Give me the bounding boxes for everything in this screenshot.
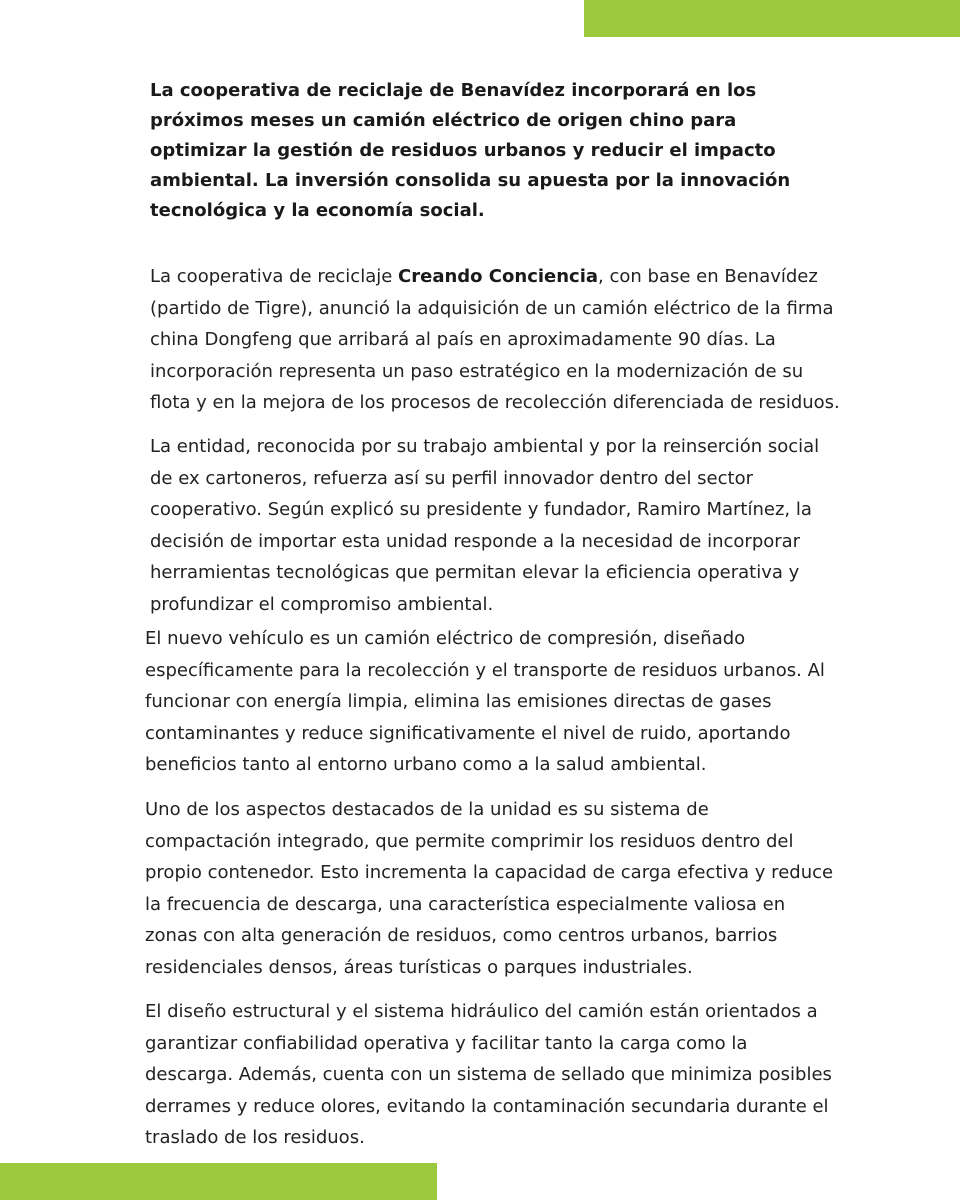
article-paragraph-4: Uno de los aspectos destacados de la unidad es su sistema de compactación integrado, que permite comprimir los residuos dentro del propio contenedor. Esto incrementa la capacidad de carga efectiva y reduce la frecuencia de descarga, una característica especialmente valiosa en zonas con alta generación de residuos, como centros urbanos, barrios residenciales densos, áreas turísticas o parques industriales. [145,799,834,978]
article-paragraph-3: El nuevo vehículo es un camión eléctrico de compresión, diseñado específicamente para la recolección y el transporte de residuos urbanos. Al funcionar con energía limpia, elimina las emisiones directas de gases contaminantes y reduce significativamente el nivel de ruido, aportando beneficios tanto al entorno urbano como a la salud ambiental. [145,628,825,775]
article-paragraph-5: El diseño estructural y el sistema hidráulico del camión están orientados a garantizar confiabilidad operativa y facilitar tanto la carga como la descarga. Además, cuenta con un sistema de sellado que minimiza posibles derrames y reduce olores, evitando la contaminación secundaria durante el traslado de los residuos. [145,1001,832,1148]
article-paragraph-1 [150,261,840,419]
top-accent-bar [584,0,960,37]
article-lead: La cooperativa de reciclaje de Benavídez incorporará en los próximos meses un camión eléctrico de origen chino para optimizar la gestión de residuos urbanos y reducir el impacto ambiental. La inversión consolida su apuesta por la innovación tecnológica y la economía social. [150,80,791,221]
article-paragraph-2: La entidad, reconocida por su trabajo ambiental y por la reinserción social de ex cartoneros, refuerza así su perfil innovador dentro del sector cooperativo. Según explicó su presidente y fundador, Ramiro Martínez, la decisión de importar esta unidad responde a la necesidad de incorporar herramientas tecnológicas que permitan elevar la eficiencia operativa y profundizar el compromiso ambiental. [150,436,820,615]
paragraph-1-rest: , con base en Benavídez (partido de Tigre), anunció la adquisición de un camión eléctrico de la firma china Dongfeng que arribará al país en aproximadamente 90 días. La incorporación representa un paso estratégico en la modernización de su flota y en la mejora de los procesos de recolección diferenciada de residuos. [150,266,840,413]
paragraph-1-intro: La cooperativa de reciclaje [150,266,399,287]
cooperative-name: Creando Conciencia [398,266,599,287]
bottom-accent-bar [0,1163,437,1200]
